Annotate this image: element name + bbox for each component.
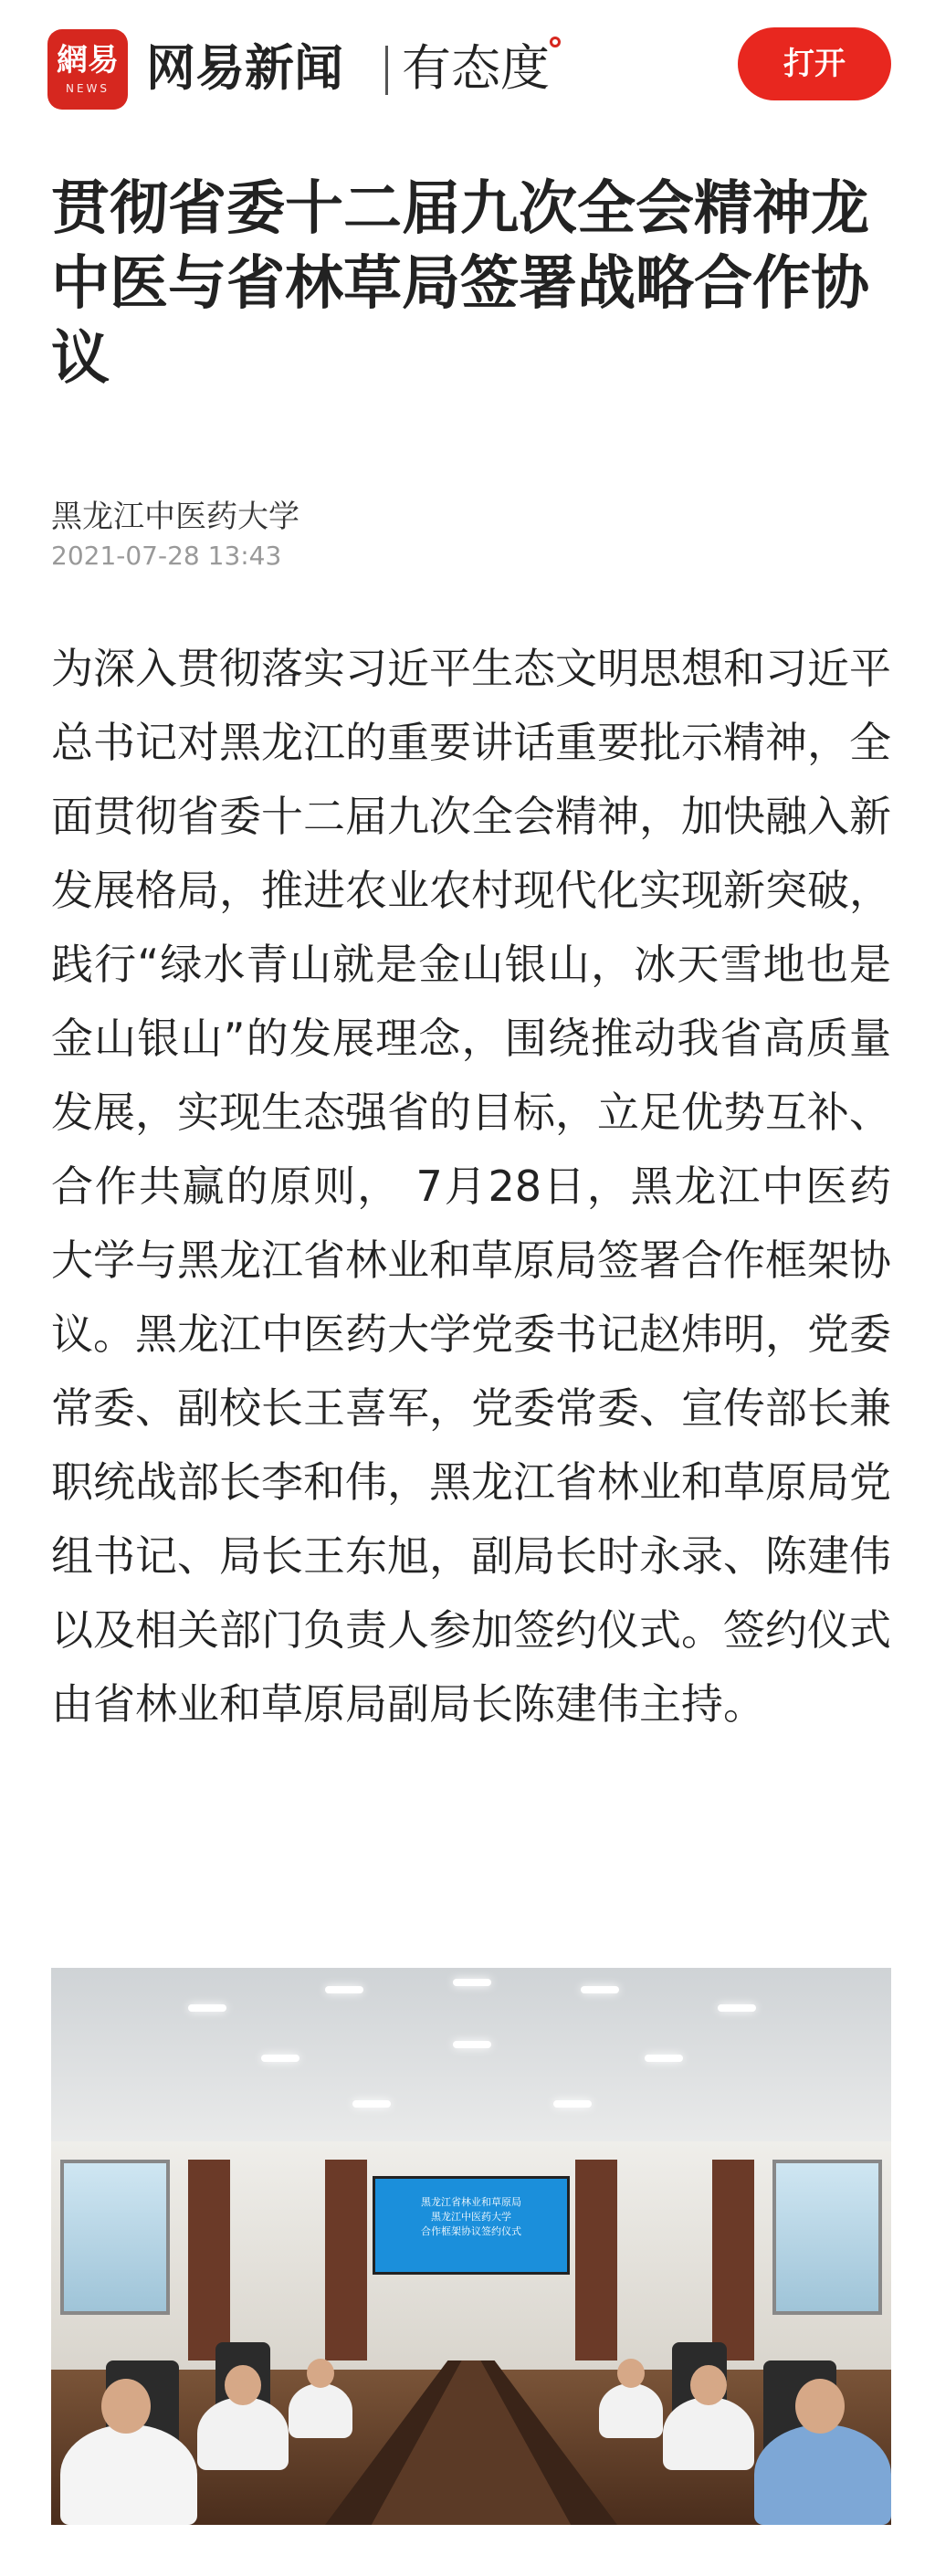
photo-ceiling-light — [261, 2055, 299, 2062]
article-paragraph: 为深入贯彻落实习近平生态文明思想和习近平总书记对黑龙江的重要讲话重要批示精神，全面贯彻省委十二届九次全会精神，加快融入新发展格局，推进农业农村现代化实现新突破，践行“绿水青山就是金山银山，冰天雪地也是金山银山”的发展理念，围绕推动我省高质量发展，实现生态强省的目标，立足优势互补、合作共赢的原则， 7月28日，黑龙江中医药大学与黑龙江省林业和草原局签署合作框架协议。黑龙江中医药大学党委书记赵炜明，党委常委、副校长王喜军，党委常委、宣传部长兼职统战部长李和伟，黑龙江省林业和草原局党组书记、局长王东旭，副局长时永录、陈建伟以及相关部门负责人参加签约仪式。签约仪式由省林业和草原局副局长陈建伟主持。 — [51, 644, 891, 1729]
article-title: 贯彻省委十二届九次全会精神龙中医与省林草局签署战略合作协议 — [51, 175, 869, 393]
photo-ceiling-light — [325, 1986, 363, 1993]
photo-ceiling-light — [581, 1986, 619, 1993]
article-timestamp: 2021-07-28 13:43 — [51, 541, 282, 571]
photo-person-head — [690, 2365, 727, 2405]
photo-ceiling-light — [453, 1979, 491, 1986]
photo-ceiling-light — [188, 2004, 226, 2012]
photo-person — [60, 2424, 197, 2525]
photo-screen-text-line: 合作框架协议签约仪式 — [421, 2225, 521, 2237]
photo-wood-panel — [712, 2160, 754, 2360]
photo-person-head — [617, 2359, 645, 2388]
photo-person — [754, 2424, 891, 2525]
netease-news-logo[interactable] — [47, 29, 128, 110]
photo-ceiling-light — [352, 2100, 391, 2108]
brand-divider — [385, 46, 388, 95]
photo-person-head — [101, 2379, 151, 2434]
photo-ceiling-light — [718, 2004, 756, 2012]
registered-mark-icon — [550, 37, 561, 47]
photo-person — [599, 2383, 663, 2438]
photo-display-screen — [373, 2176, 570, 2275]
photo-ceiling-light — [553, 2100, 592, 2108]
open-app-button[interactable]: 打开 — [738, 27, 891, 100]
photo-person — [197, 2397, 289, 2470]
photo-person-head — [225, 2365, 261, 2405]
article-source[interactable]: 黑龙江中医药大学 — [51, 499, 299, 535]
photo-person — [289, 2383, 352, 2438]
photo-wood-panel — [325, 2160, 367, 2360]
photo-window — [772, 2160, 882, 2315]
photo-wood-panel — [575, 2160, 617, 2360]
photo-ceiling-light — [453, 2041, 491, 2048]
photo-screen-text-line: 黑龙江省林业和草原局 — [421, 2196, 521, 2208]
photo-ceiling — [51, 1968, 891, 2141]
logo-text: 網易 — [57, 42, 119, 79]
photo-wood-panel — [188, 2160, 230, 2360]
photo-ceiling-light — [645, 2055, 683, 2062]
photo-person — [663, 2397, 754, 2470]
brand-slogan: 有态度 — [402, 39, 550, 97]
top-bar — [0, 0, 935, 137]
brand-name: 网易新闻 — [146, 39, 343, 97]
logo-subtext: NEWS — [65, 82, 110, 95]
photo-window — [60, 2160, 170, 2315]
photo-screen-text-line: 黑龙江中医药大学 — [431, 2211, 511, 2223]
article-photo[interactable] — [51, 1968, 891, 2525]
photo-person-head — [307, 2359, 334, 2388]
photo-person-head — [795, 2379, 845, 2434]
